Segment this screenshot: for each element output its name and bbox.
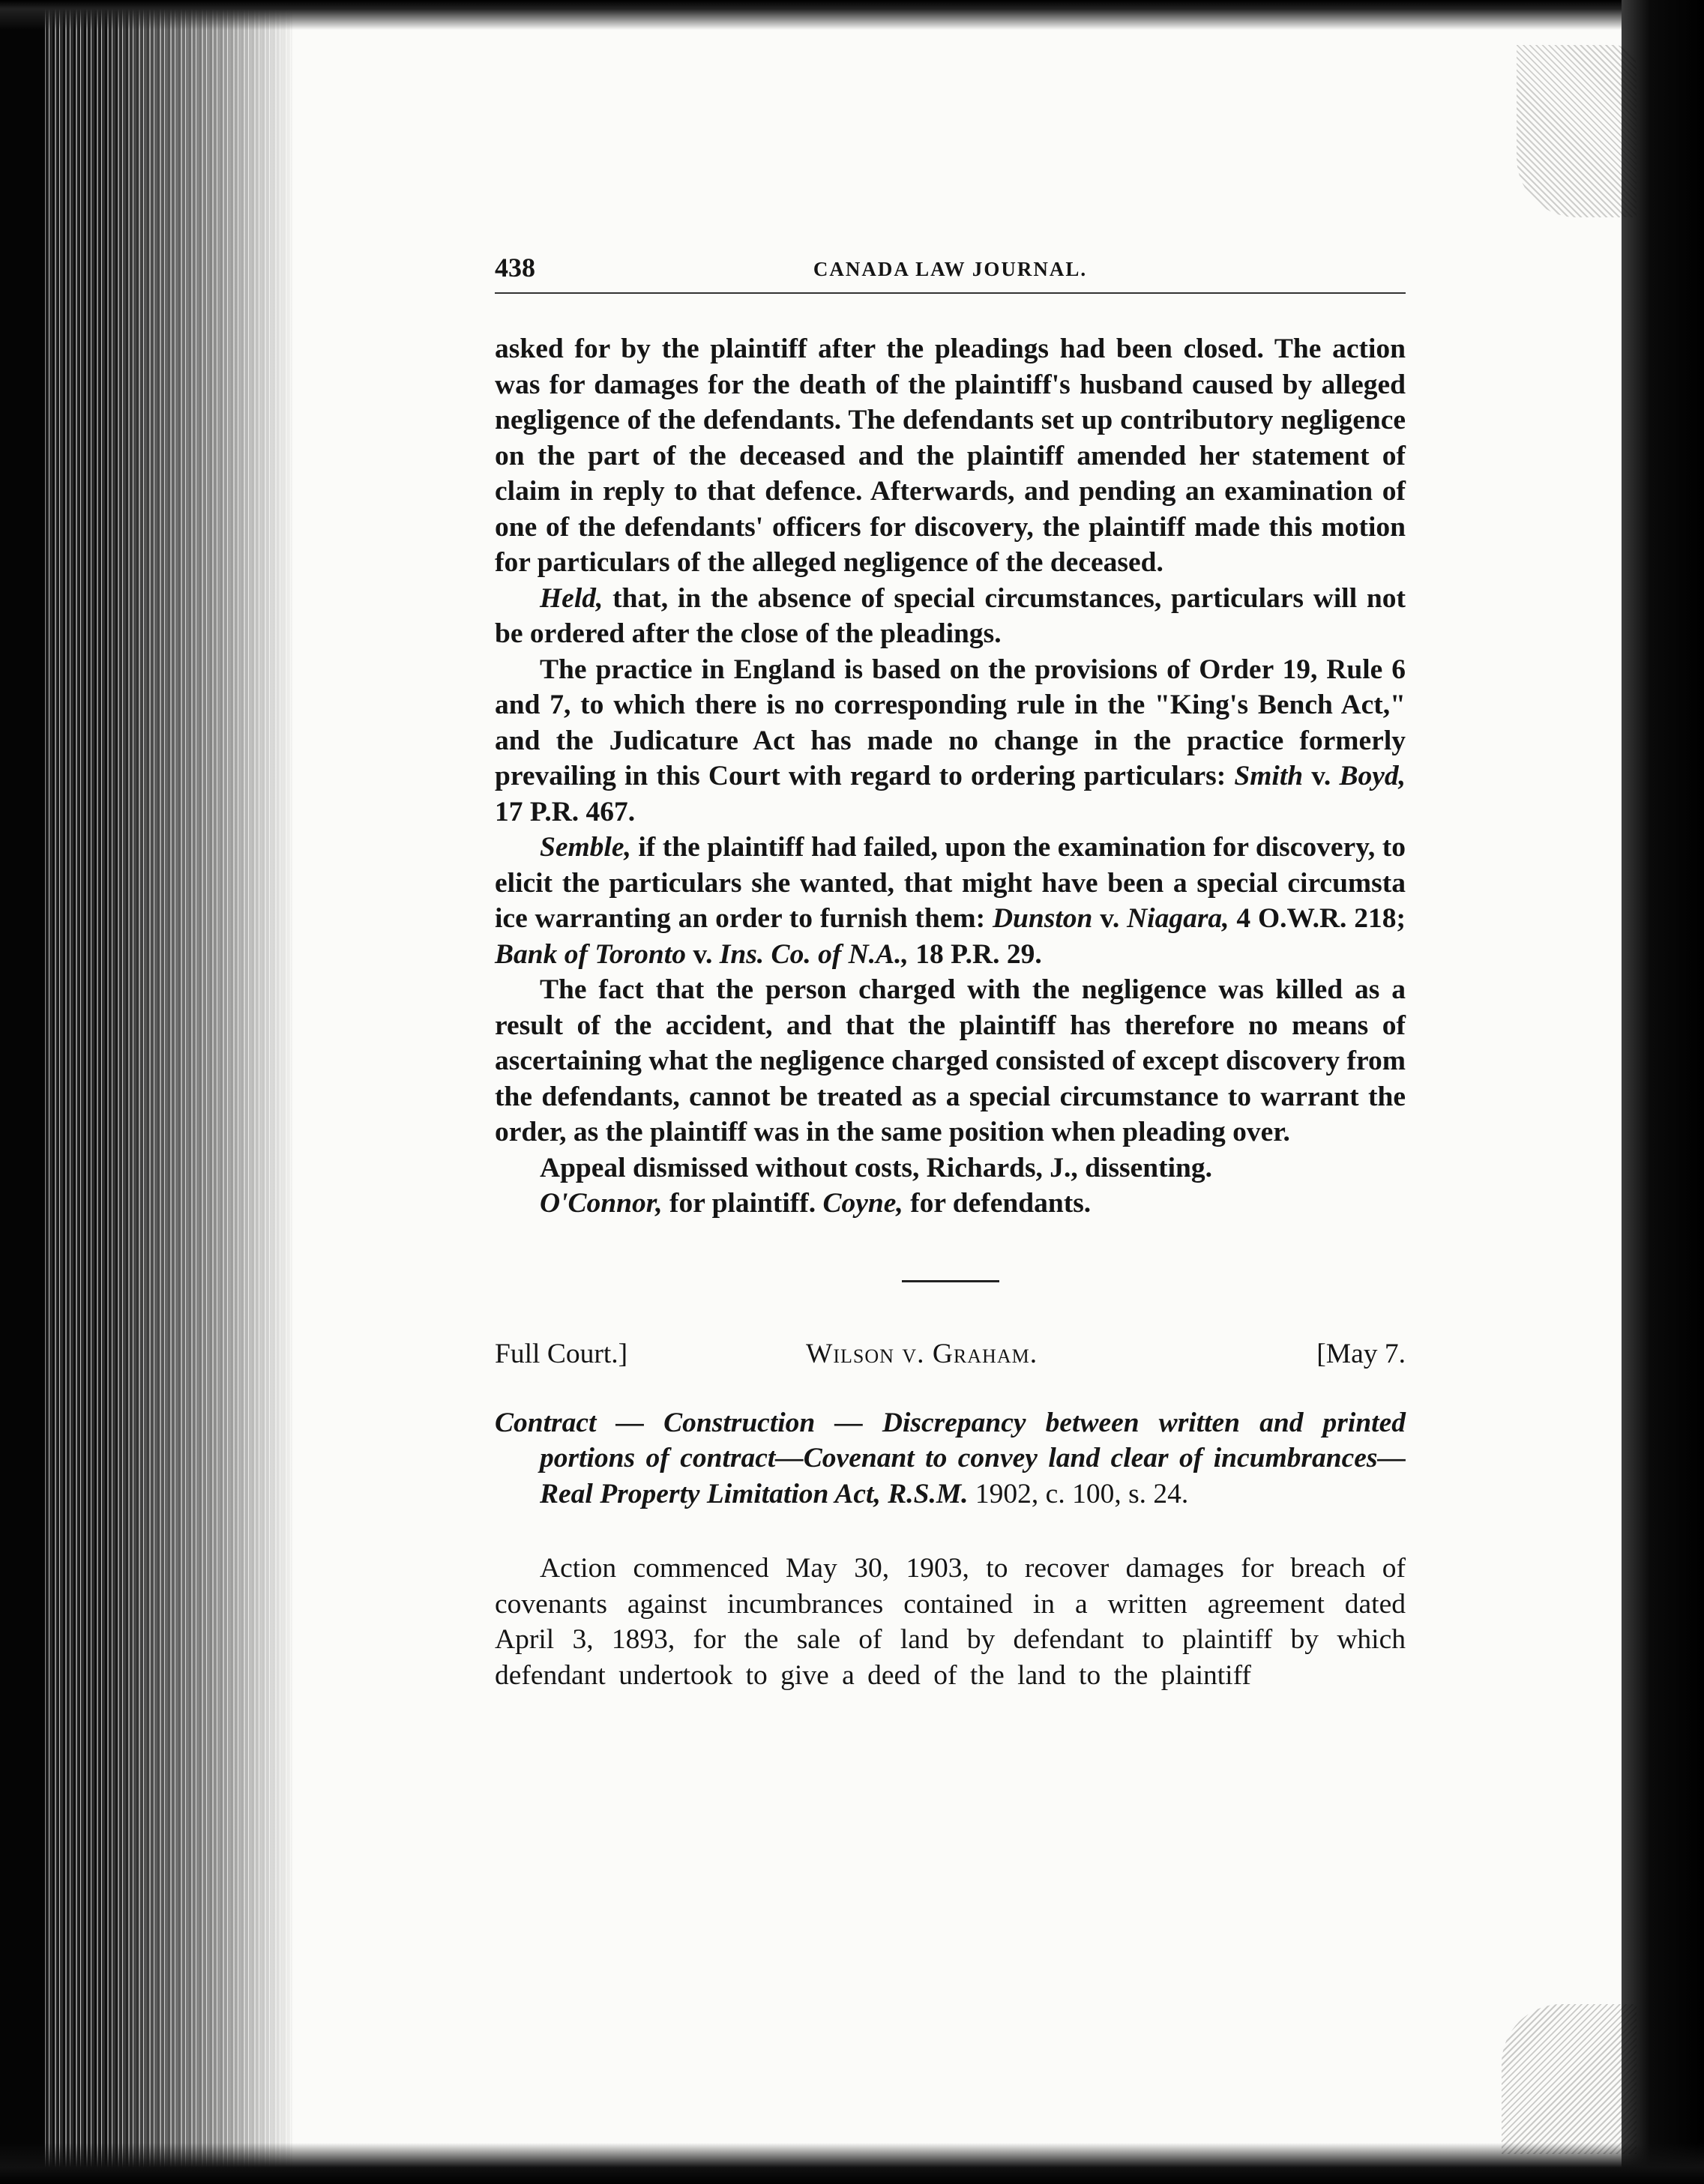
counsel-name: O'Connor, bbox=[540, 1188, 663, 1219]
held-label: Held, bbox=[540, 582, 603, 614]
headnote-reference: 1902, c. 100, s. 24. bbox=[968, 1478, 1189, 1509]
case-parties: Wilson v. Graham. bbox=[806, 1338, 1038, 1369]
case-date: [May 7. bbox=[1316, 1338, 1406, 1369]
book-edge-fade bbox=[105, 0, 300, 2184]
headnote-text: Contract — Construction — Discrepancy between written and printed portions of contract—Covenant to convey land clear of incumbrances—Real Property Limitation Act, R.S.M. bbox=[495, 1407, 1406, 1509]
paragraph-held bbox=[495, 581, 1406, 652]
case-name: Smith bbox=[1234, 761, 1304, 791]
headnote bbox=[495, 1405, 1406, 1512]
paragraph-action: Action commenced May 30, 1903, to recover damages for breach of covenants against incumbrances contained in a written agreement dated April 3, 1893, for the sale of land by defendant to plaintiff by which defendant undertook to give a deed of the land to the plaintiff bbox=[495, 1553, 1406, 1691]
journal-title: CANADA LAW JOURNAL. bbox=[813, 258, 1088, 280]
counsel-role: for defendants. bbox=[903, 1188, 1092, 1219]
bottom-corner-speckle bbox=[1502, 2004, 1637, 2154]
counsel-name: Coyne, bbox=[822, 1188, 903, 1219]
counsel-role: for plaintiff. bbox=[662, 1188, 823, 1219]
case-citation: 17 P.R. 467. bbox=[495, 796, 636, 827]
case-versus: v. bbox=[1303, 761, 1340, 791]
paragraph-disposition: Appeal dismissed without costs, Richards, J., dissenting. bbox=[540, 1152, 1213, 1183]
case-name: Ins. Co. of N.A., bbox=[719, 938, 909, 970]
running-head bbox=[495, 247, 1406, 294]
semble-label: Semble, bbox=[540, 832, 631, 863]
case-name: Boyd, bbox=[1339, 761, 1406, 791]
case-report-body bbox=[495, 331, 1406, 1222]
paragraph-facts: asked for by the plaintiff after the pleadings had been closed. The action was for damages for the death of the plaintiff's husband caused by alleged negligence of the defendants. The defendants set up contributory negligence on the part of the deceased and the plaintiff amended her statement of claim in reply to that defence. Afterwards, and pending an examination of one of the defendants' officers for discovery, the plaintiff made this motion for particulars of the alleged negligence of the deceased. bbox=[495, 334, 1406, 578]
top-scan-border bbox=[0, 0, 1704, 30]
page-content bbox=[495, 247, 1406, 1722]
case-citation: 4 O.W.R. 218; bbox=[1229, 903, 1406, 934]
page-number: 438 bbox=[495, 253, 535, 283]
section-divider bbox=[902, 1280, 999, 1282]
semble-text: if the plaintiff had failed, upon the examination for discovery, to elicit the particulars she wanted, that might have been a special circumsta ice warranting an order to furnish them: bbox=[495, 832, 1406, 934]
paragraph-semble bbox=[495, 830, 1406, 972]
case-citation: 18 P.R. 29. bbox=[908, 938, 1042, 970]
paragraph-practice bbox=[495, 652, 1406, 830]
book-edge-shadow bbox=[0, 0, 45, 2184]
bottom-scan-border bbox=[0, 2143, 1704, 2184]
case-versus: v. bbox=[685, 938, 720, 970]
case-name: Niagara, bbox=[1127, 903, 1229, 934]
top-corner-speckle bbox=[1517, 45, 1637, 217]
held-text: that, in the absence of special circumstances, particulars will not be ordered after the close of the pleadings. bbox=[495, 582, 1406, 649]
right-scan-border bbox=[1622, 0, 1704, 2184]
paragraph-fact-killed: The fact that the person charged with the negligence was killed as a result of the accident, and that the plaintiff has therefore no means of ascertaining what the negligence charged consisted of except discovery from the defendants, cannot be treated as a special circumstance to warrant the order, as the plaintiff was in the same position when pleading over. bbox=[495, 974, 1406, 1147]
case-name: Bank of Toronto bbox=[495, 938, 686, 970]
practice-text: The practice in England is based on the provisions of Order 19, Rule 6 and 7, to which there is no corresponding rule in the "King's Bench Act," and the Judicature Act has made no change in the practice formerly prevailing in this Court with regard to ordering particulars: bbox=[495, 654, 1406, 791]
case-heading bbox=[495, 1338, 1406, 1374]
court-name: Full Court.] bbox=[495, 1338, 628, 1369]
case-versus: v. bbox=[1092, 903, 1128, 934]
paragraph-counsel bbox=[495, 1186, 1406, 1222]
case-name: Dunston bbox=[992, 903, 1093, 934]
